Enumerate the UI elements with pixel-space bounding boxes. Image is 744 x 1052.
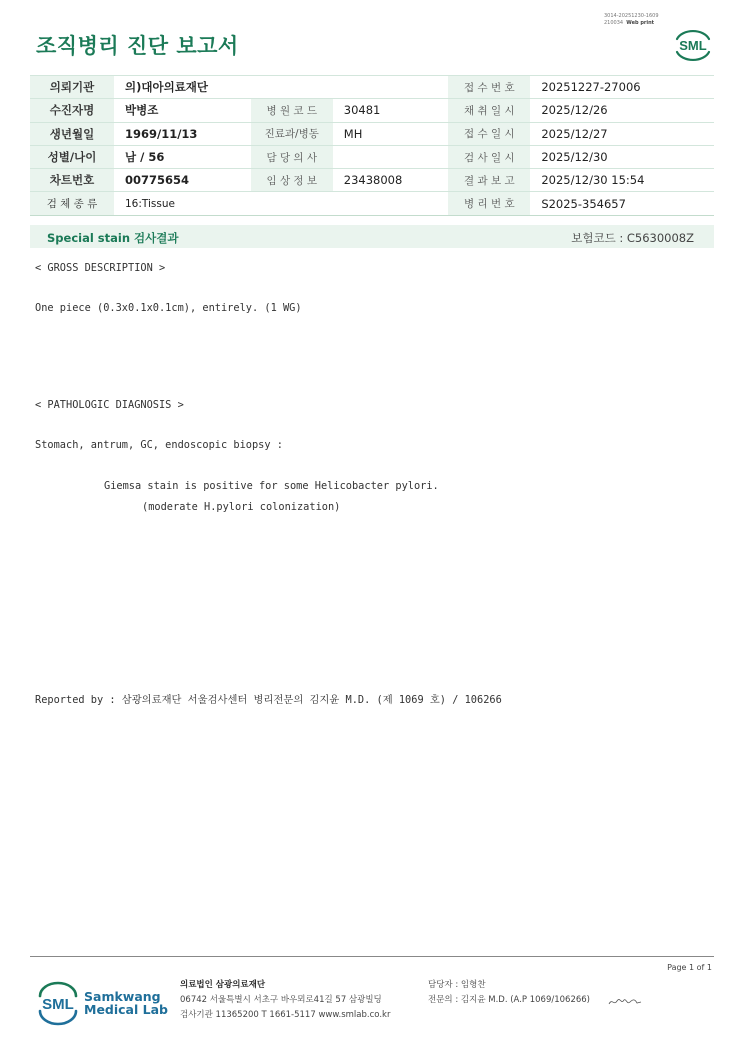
manager-name: 담당자 : 임형찬 [428,980,486,990]
special-stain-bar [30,225,714,248]
info-row [30,76,714,99]
info-row [30,99,714,122]
label-collection-date: 채 취 일 시 [448,99,530,122]
organization-info [180,978,390,1023]
print-code: 210034 [604,19,624,26]
pathologic-diagnosis-heading: < PATHOLOGIC DIAGNOSIS > [35,399,184,411]
value-test-date: 2025/12/30 [530,145,714,168]
print-meta [604,13,659,26]
special-stain-title: Special stain 검사결과 [47,231,179,245]
gross-description-heading: < GROSS DESCRIPTION > [35,262,166,274]
logo-bottom-text: SML [42,996,74,1013]
print-mode: Web print [626,19,655,26]
value-attending-doctor [333,145,449,168]
value-chart-number: 00775654 [114,169,251,192]
label-result-report: 결 과 보 고 [448,169,530,192]
insurance-code: 보험코드 : C5630008Z [571,231,694,245]
value-birth-date: 1969/11/13 [114,122,251,145]
value-specimen-type: 16:Tissue [114,192,448,215]
value-receipt-date: 2025/12/27 [530,122,714,145]
diagnosis-site: Stomach, antrum, GC, endoscopic biopsy : [35,439,283,451]
label-attending-doctor: 담 당 의 사 [251,145,333,168]
value-department: MH [333,122,449,145]
label-sex-age: 성별/나이 [30,145,114,168]
org-name: 의료법인 삼광의료재단 [180,980,266,990]
specialist-name: 전문의 : 김지윤 M.D. (A.P 1069/106266) [428,995,590,1005]
samkwang-logo-icon [36,980,80,1026]
gross-description-text: One piece (0.3x0.1x0.1cm), entirely. (1 WG) [35,302,302,314]
label-receipt-date: 접 수 일 시 [448,122,530,145]
value-result-report: 2025/12/30 15:54 [530,169,714,192]
brand-name [84,990,168,1016]
label-patient-name: 수진자명 [30,99,114,122]
value-requesting-institution: 의)대아의료재단 [114,76,448,99]
patient-info-table [30,75,714,216]
label-clinical-info: 임 상 정 보 [251,169,333,192]
page-number: Page 1 of 1 [667,963,712,972]
label-test-date: 검 사 일 시 [448,145,530,168]
reported-by: Reported by : 삼광의료재단 서울검사센터 병리전문의 김지윤 M.D. (제 1069 호) / 106266 [35,694,502,706]
value-receipt-number: 20251227-27006 [530,76,714,99]
page-title: 조직병리 진단 보고서 [36,34,239,58]
label-department: 진료과/병동 [251,122,333,145]
diagnosis-finding: Giemsa stain is positive for some Helicobacter pylori. [104,480,439,492]
label-receipt-number: 접 수 번 호 [448,76,530,99]
brand-line-2: Medical Lab [84,1002,168,1017]
logo-text: SML [679,38,707,53]
footer-divider [30,956,714,957]
value-sex-age: 남 / 56 [114,145,251,168]
label-chart-number: 차트번호 [30,169,114,192]
info-row [30,169,714,192]
signature-image [607,996,643,1008]
value-collection-date: 2025/12/26 [530,99,714,122]
value-pathology-number: S2025-354657 [530,192,714,215]
label-hospital-code: 병 원 코 드 [251,99,333,122]
org-address: 06742 서울특별시 서초구 바우뫼로41길 57 삼광빌딩 [180,995,382,1005]
sml-logo [672,26,714,64]
label-requesting-institution: 의뢰기관 [30,76,114,99]
print-id: 3014-20251230-1609 [604,13,659,19]
info-row [30,122,714,145]
value-clinical-info: 23438008 [333,169,449,192]
diagnosis-comment: (moderate H.pylori colonization) [142,501,341,513]
value-hospital-code: 30481 [333,99,449,122]
label-birth-date: 생년월일 [30,122,114,145]
label-specimen-type: 검 체 종 류 [30,192,114,215]
info-row [30,145,714,168]
info-row [30,192,714,215]
brand-line-1: Samkwang [84,989,161,1004]
org-contact: 검사기관 11365200 T 1661-5117 www.smlab.co.kr [180,1010,391,1020]
label-pathology-number: 병 리 번 호 [448,192,530,215]
value-patient-name: 박병조 [114,99,251,122]
responsible-staff [428,978,590,1008]
